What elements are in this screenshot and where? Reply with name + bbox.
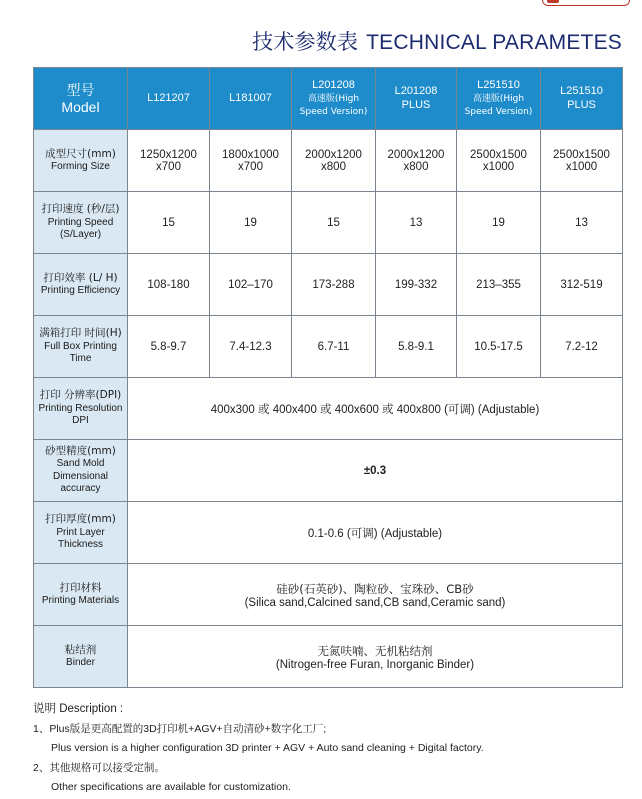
- model-name: L201208: [312, 78, 355, 91]
- model-note: PLUS: [567, 98, 596, 111]
- cell: 2000x1200 x800: [376, 130, 457, 192]
- model-name: L251510: [477, 78, 520, 91]
- note-cn: 1、Plus版是更高配置的3D打印机+AGV+自动清砂+数字化工厂;: [33, 723, 327, 735]
- row-label: [34, 564, 128, 626]
- note-en: Other specifications are available for customization.: [51, 781, 291, 793]
- cell: 1250x1200 x700: [128, 130, 210, 192]
- row-label-cn: 成型尺寸(mm): [45, 147, 116, 160]
- row-label-cn: 打印效率 (L/ H): [43, 271, 118, 284]
- logo-mark: [547, 0, 559, 3]
- row-forming-size: [34, 130, 623, 192]
- row-label: [34, 254, 128, 316]
- row-accuracy: [34, 440, 623, 502]
- row-label: [34, 378, 128, 440]
- model-name: L201208: [394, 85, 438, 98]
- value-en: (Silica sand,Calcined sand,CB sand,Ceramic sand): [244, 596, 506, 609]
- cell: 7.4-12.3: [210, 316, 292, 378]
- merged-cell: [128, 626, 623, 688]
- row-label-en: Printing Resolution DPI: [38, 402, 123, 427]
- note-en: Plus version is a higher configuration 3D printer + AGV + Auto sand cleaning + Digital factory.: [51, 742, 484, 754]
- cell: 13: [541, 192, 623, 254]
- row-label: [34, 130, 128, 192]
- page-title-cn: 技术参数表: [252, 30, 359, 54]
- row-printing-speed: [34, 192, 623, 254]
- cell: 5.8-9.7: [128, 316, 210, 378]
- cell: 5.8-9.1: [376, 316, 457, 378]
- cell: 102–170: [210, 254, 292, 316]
- cell: 108-180: [128, 254, 210, 316]
- cell: 199-332: [376, 254, 457, 316]
- cell: 6.7-11: [292, 316, 376, 378]
- model-name: L121207: [147, 91, 190, 104]
- row-label-cn: 打印速度 (秒/层): [41, 203, 120, 216]
- model-col-5: [457, 68, 541, 130]
- row-label-en: Printing Materials: [41, 594, 120, 606]
- header-row: [34, 68, 623, 130]
- model-header-en: Model: [61, 98, 100, 115]
- model-name: L251510: [560, 85, 603, 98]
- page-title: [252, 26, 622, 56]
- row-printing-efficiency: [34, 254, 623, 316]
- cell: 15: [292, 192, 376, 254]
- model-header-cn: 型号: [66, 81, 95, 98]
- value-en: (Nitrogen-free Furan, Inorganic Binder): [275, 658, 475, 671]
- row-label-cn: 打印材料: [59, 581, 102, 594]
- model-note: 高速版(High Speed Version): [464, 93, 533, 118]
- cell: 19: [457, 192, 541, 254]
- model-col-2: [210, 68, 292, 130]
- row-resolution: [34, 378, 623, 440]
- row-label: [34, 440, 128, 502]
- merged-cell: 400x300 或 400x400 或 400x600 或 400x800 (可调) (Adjustable): [128, 378, 623, 440]
- model-header-cell: [34, 68, 128, 130]
- cell: 2500x1500 x1000: [457, 130, 541, 192]
- model-note: PLUS: [401, 98, 431, 111]
- row-label-cn: 打印 分辨率(DPI): [39, 389, 122, 402]
- row-label-cn: 打印厚度(mm): [45, 513, 116, 526]
- row-materials: [34, 564, 623, 626]
- row-binder: [34, 626, 623, 688]
- cell: 7.2-12: [541, 316, 623, 378]
- cell: 13: [376, 192, 457, 254]
- model-col-1: [128, 68, 210, 130]
- page-title-en: TECHNICAL PARAMETES: [366, 31, 622, 54]
- row-label-en: Print Layer Thickness: [56, 526, 105, 551]
- value-cn: 硅砂(石英砂)、陶粒砂、宝珠砂、CB砂: [276, 581, 474, 596]
- merged-cell: ±0.3: [128, 440, 623, 502]
- cell: 10.5-17.5: [457, 316, 541, 378]
- row-label-cn: 粘结剂: [64, 643, 97, 656]
- cell: 1800x1000 x700: [210, 130, 292, 192]
- row-label: [34, 626, 128, 688]
- row-layer-thickness: [34, 502, 623, 564]
- row-label-cn: 满箱打印 时间(H): [39, 327, 122, 340]
- spec-table: [33, 67, 623, 688]
- row-label-en: Sand Mold Dimensional accuracy: [52, 458, 109, 495]
- corner-logo-tab: [542, 0, 630, 6]
- row-label: [34, 192, 128, 254]
- model-note: 高速版(High Speed Version): [299, 93, 368, 118]
- cell: 213–355: [457, 254, 541, 316]
- merged-cell: 0.1-0.6 (可调) (Adjustable): [128, 502, 623, 564]
- note-cn: 2、其他规格可以接受定制。: [33, 762, 165, 774]
- row-label: [34, 316, 128, 378]
- notes-heading: 说明 Description :: [33, 703, 124, 715]
- row-label-en: Forming Size: [51, 160, 110, 172]
- cell: 312-519: [541, 254, 623, 316]
- description-notes: [33, 700, 633, 799]
- cell: 2000x1200 x800: [292, 130, 376, 192]
- model-col-6: [541, 68, 623, 130]
- row-label: [34, 502, 128, 564]
- row-label-en: Printing Efficiency: [40, 284, 121, 296]
- row-full-box-time: [34, 316, 623, 378]
- model-name: L181007: [229, 91, 272, 104]
- row-label-en: Printing Speed (S/Layer): [47, 216, 114, 241]
- model-col-4: [376, 68, 457, 130]
- cell: 19: [210, 192, 292, 254]
- value-cn: 无氮呋喃、无机粘结剂: [317, 643, 433, 658]
- model-col-3: [292, 68, 376, 130]
- row-label-en: Binder: [66, 656, 95, 668]
- cell: 15: [128, 192, 210, 254]
- merged-cell: [128, 564, 623, 626]
- row-label-cn: 砂型精度(mm): [45, 445, 116, 458]
- cell: 173-288: [292, 254, 376, 316]
- row-label-en: Full Box Printing Time: [44, 340, 117, 365]
- cell: 2500x1500 x1000: [541, 130, 623, 192]
